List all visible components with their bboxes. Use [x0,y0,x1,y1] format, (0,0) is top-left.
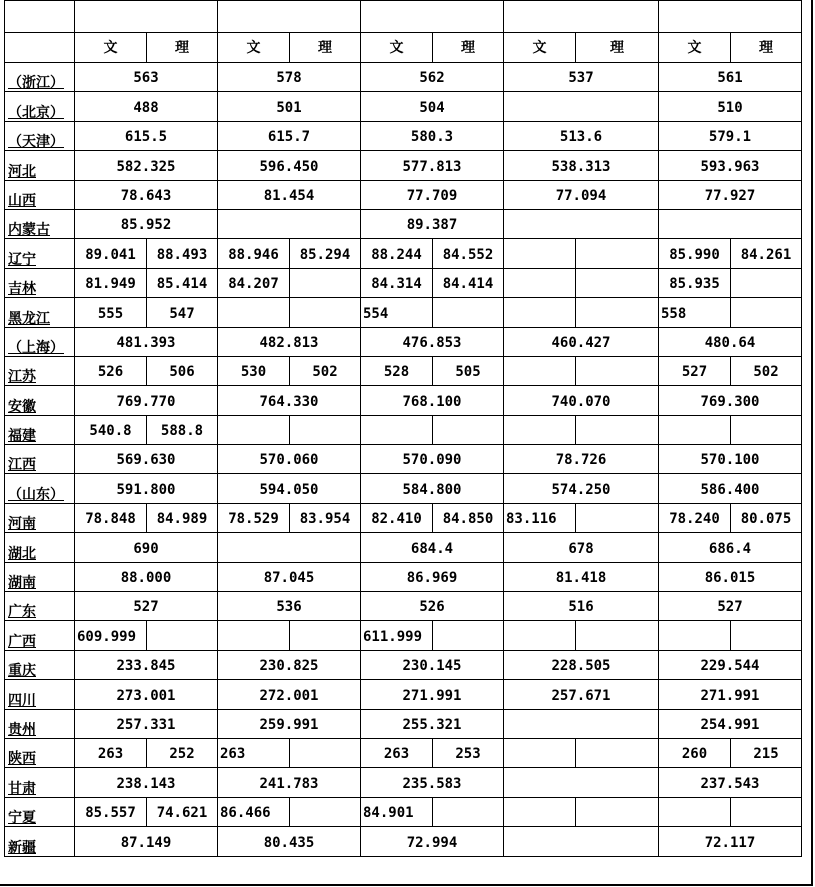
score-cell [576,621,659,650]
score-cell: 72.117 [659,827,802,856]
score-cell: 88.493 [147,239,218,268]
province-label: 河南 [5,503,75,532]
score-cell: 263 [361,738,433,767]
score-cell: 555 [75,298,147,327]
score-cell: 89.041 [75,239,147,268]
score-cell: 238.143 [75,768,218,797]
province-label: 安徽 [5,386,75,415]
province-label: 河北 [5,151,75,180]
score-cell: 678 [504,533,659,562]
score-cell: 215 [731,738,802,767]
score-cell: 86.969 [361,562,504,591]
score-cell: 82.410 [361,503,433,532]
score-cell: 84.207 [218,268,290,297]
score-cell: 505 [433,356,504,385]
score-cell [576,356,659,385]
score-cell: 85.935 [659,268,731,297]
province-label: 重庆 [5,650,75,679]
score-cell: 769.770 [75,386,218,415]
score-cell: 579.1 [659,121,802,150]
score-cell: 81.949 [75,268,147,297]
score-cell: 537 [504,63,659,92]
score-cell: 255.321 [361,709,504,738]
score-cell: 84.989 [147,503,218,532]
score-cell: 562 [361,63,504,92]
score-cell [659,209,802,238]
table-row [5,503,802,532]
score-cell: 502 [290,356,361,385]
score-cell [731,621,802,650]
score-cell: 88.946 [218,239,290,268]
score-cell: 83.116 [504,503,576,532]
score-cell [731,415,802,444]
score-cell [659,415,731,444]
table-row [5,356,802,385]
score-cell [504,239,576,268]
score-cell: 85.294 [290,239,361,268]
blank-cell [659,1,802,33]
score-cell: 460.427 [504,327,659,356]
province-label: 四川 [5,680,75,709]
score-table [4,0,802,857]
score-cell: 476.853 [361,327,504,356]
score-cell: 593.963 [659,151,802,180]
score-cell: 506 [147,356,218,385]
score-cell: 87.045 [218,562,361,591]
score-cell: 611.999 [361,621,433,650]
score-cell: 252 [147,738,218,767]
score-cell: 582.325 [75,151,218,180]
score-cell: 528 [361,356,433,385]
score-cell: 230.825 [218,650,361,679]
score-cell: 263 [75,738,147,767]
table-row [5,445,802,474]
score-cell [218,298,290,327]
header-wen: 文 [75,33,147,63]
score-cell [504,209,659,238]
province-label: 内蒙古 [5,209,75,238]
score-cell: 563 [75,63,218,92]
table-row [5,680,802,709]
score-cell: 591.800 [75,474,218,503]
score-cell: 273.001 [75,680,218,709]
score-cell: 78.848 [75,503,147,532]
score-cell [218,533,361,562]
score-cell [218,415,290,444]
table-row [5,797,802,826]
score-cell: 259.991 [218,709,361,738]
score-cell [433,621,504,650]
score-cell: 229.544 [659,650,802,679]
score-cell [433,298,504,327]
table-row [5,121,802,150]
blank-cell [5,33,75,63]
score-cell [504,621,576,650]
province-label: 陕西 [5,738,75,767]
score-cell [731,797,802,826]
score-cell: 254.991 [659,709,802,738]
score-cell: 230.145 [361,650,504,679]
score-cell: 80.075 [731,503,802,532]
province-label: 吉林 [5,268,75,297]
score-cell [504,92,659,121]
score-cell: 84.552 [433,239,504,268]
score-cell: 609.999 [75,621,147,650]
score-cell: 81.418 [504,562,659,591]
score-cell: 570.090 [361,445,504,474]
score-cell: 84.850 [433,503,504,532]
table-row [5,533,802,562]
score-cell: 77.094 [504,180,659,209]
score-cell [361,415,433,444]
score-cell: 257.331 [75,709,218,738]
score-cell: 228.505 [504,650,659,679]
score-cell [504,738,576,767]
table-row [5,327,802,356]
blank-cell [5,1,75,33]
score-cell: 78.529 [218,503,290,532]
score-cell: 482.813 [218,327,361,356]
score-cell [731,298,802,327]
table-row [5,738,802,767]
header-li: 理 [731,33,802,63]
score-cell: 570.100 [659,445,802,474]
header-li: 理 [576,33,659,63]
score-cell: 84.414 [433,268,504,297]
score-cell [576,797,659,826]
province-label: 江西 [5,445,75,474]
score-cell [290,415,361,444]
score-cell [433,415,504,444]
score-cell: 526 [75,356,147,385]
score-cell [290,268,361,297]
score-cell [576,415,659,444]
score-cell: 569.630 [75,445,218,474]
score-cell: 237.543 [659,768,802,797]
score-cell: 84.901 [361,797,433,826]
score-cell: 513.6 [504,121,659,150]
score-cell: 615.7 [218,121,361,150]
score-cell: 586.400 [659,474,802,503]
score-cell: 85.990 [659,239,731,268]
table-row [5,474,802,503]
score-cell: 577.813 [361,151,504,180]
score-cell [218,209,361,238]
score-cell: 584.800 [361,474,504,503]
score-cell: 86.015 [659,562,802,591]
score-cell: 233.845 [75,650,218,679]
province-label: 黑龙江 [5,298,75,327]
score-cell [576,298,659,327]
score-cell [576,503,659,532]
score-cell: 502 [731,356,802,385]
score-cell: 257.671 [504,680,659,709]
score-cell: 547 [147,298,218,327]
header-li: 理 [147,33,218,63]
score-cell: 540.8 [75,415,147,444]
score-cell: 574.250 [504,474,659,503]
score-cell: 769.300 [659,386,802,415]
province-label: （天津） [5,121,75,150]
score-cell [147,621,218,650]
score-cell [504,768,659,797]
score-cell [433,797,504,826]
score-cell: 80.435 [218,827,361,856]
province-label: 新疆 [5,827,75,856]
score-cell: 235.583 [361,768,504,797]
table-row [5,592,802,621]
province-label: （山东） [5,474,75,503]
table-top-row [5,1,802,33]
score-cell: 253 [433,738,504,767]
score-cell: 578 [218,63,361,92]
score-cell [731,268,802,297]
score-cell [504,268,576,297]
score-cell [290,738,361,767]
province-label: 福建 [5,415,75,444]
score-cell: 527 [659,592,802,621]
province-label: （浙江） [5,63,75,92]
score-cell: 78.240 [659,503,731,532]
score-cell: 684.4 [361,533,504,562]
score-cell: 570.060 [218,445,361,474]
score-cell: 77.709 [361,180,504,209]
score-cell: 84.261 [731,239,802,268]
blank-cell [504,1,659,33]
score-cell: 488 [75,92,218,121]
score-cell: 78.726 [504,445,659,474]
table-row [5,709,802,738]
score-cell: 686.4 [659,533,802,562]
score-cell [576,239,659,268]
table-row [5,209,802,238]
blank-cell [75,1,218,33]
header-wen: 文 [659,33,731,63]
table-row [5,386,802,415]
header-wen: 文 [504,33,576,63]
score-cell: 588.8 [147,415,218,444]
province-label: 广西 [5,621,75,650]
score-cell: 83.954 [290,503,361,532]
province-label: 甘肃 [5,768,75,797]
score-cell: 536 [218,592,361,621]
score-cell: 480.64 [659,327,802,356]
score-cell: 77.927 [659,180,802,209]
score-cell: 538.313 [504,151,659,180]
score-cell: 89.387 [361,209,504,238]
table-row [5,562,802,591]
score-cell [659,797,731,826]
score-cell: 530 [218,356,290,385]
province-label: 广东 [5,592,75,621]
score-cell: 554 [361,298,433,327]
table-row [5,415,802,444]
score-cell: 88.244 [361,239,433,268]
score-cell: 580.3 [361,121,504,150]
score-cell: 271.991 [659,680,802,709]
province-label: （上海） [5,327,75,356]
score-cell: 558 [659,298,731,327]
table-header-row [5,33,802,63]
province-label: 宁夏 [5,797,75,826]
score-cell [576,738,659,767]
score-cell: 272.001 [218,680,361,709]
score-cell: 271.991 [361,680,504,709]
header-li: 理 [433,33,504,63]
province-label: 江苏 [5,356,75,385]
blank-cell [218,1,361,33]
province-label: 湖南 [5,562,75,591]
score-cell [290,621,361,650]
score-cell: 596.450 [218,151,361,180]
score-cell [576,268,659,297]
score-cell: 263 [218,738,290,767]
score-cell: 561 [659,63,802,92]
score-cell [659,621,731,650]
score-cell: 768.100 [361,386,504,415]
score-cell [504,797,576,826]
header-wen: 文 [361,33,433,63]
table-row [5,180,802,209]
score-cell: 87.149 [75,827,218,856]
score-cell: 85.557 [75,797,147,826]
score-cell: 78.643 [75,180,218,209]
score-cell [218,621,290,650]
score-cell: 84.314 [361,268,433,297]
score-cell [504,298,576,327]
score-cell [290,298,361,327]
score-cell [504,827,659,856]
table-row [5,268,802,297]
score-cell: 764.330 [218,386,361,415]
score-cell [290,797,361,826]
table-row [5,92,802,121]
score-cell: 504 [361,92,504,121]
score-cell: 85.952 [75,209,218,238]
score-cell: 527 [75,592,218,621]
score-cell: 241.783 [218,768,361,797]
table-row [5,768,802,797]
score-cell: 72.994 [361,827,504,856]
header-wen: 文 [218,33,290,63]
province-label: 辽宁 [5,239,75,268]
header-li: 理 [290,33,361,63]
score-cell: 740.070 [504,386,659,415]
score-cell [504,356,576,385]
score-cell: 501 [218,92,361,121]
score-cell: 615.5 [75,121,218,150]
province-label: 山西 [5,180,75,209]
score-cell [504,415,576,444]
table-row [5,298,802,327]
score-cell: 86.466 [218,797,290,826]
score-cell: 481.393 [75,327,218,356]
score-cell: 526 [361,592,504,621]
province-label: （北京） [5,92,75,121]
score-cell: 85.414 [147,268,218,297]
table-row [5,827,802,856]
table-row [5,621,802,650]
score-cell: 74.621 [147,797,218,826]
score-cell [504,709,659,738]
score-cell: 594.050 [218,474,361,503]
province-label: 湖北 [5,533,75,562]
score-cell: 516 [504,592,659,621]
score-cell: 260 [659,738,731,767]
score-cell: 527 [659,356,731,385]
score-cell: 88.000 [75,562,218,591]
score-cell: 510 [659,92,802,121]
table-row [5,63,802,92]
blank-cell [361,1,504,33]
score-cell: 81.454 [218,180,361,209]
table-row [5,650,802,679]
table-row [5,239,802,268]
score-cell: 690 [75,533,218,562]
province-label: 贵州 [5,709,75,738]
table-row [5,151,802,180]
